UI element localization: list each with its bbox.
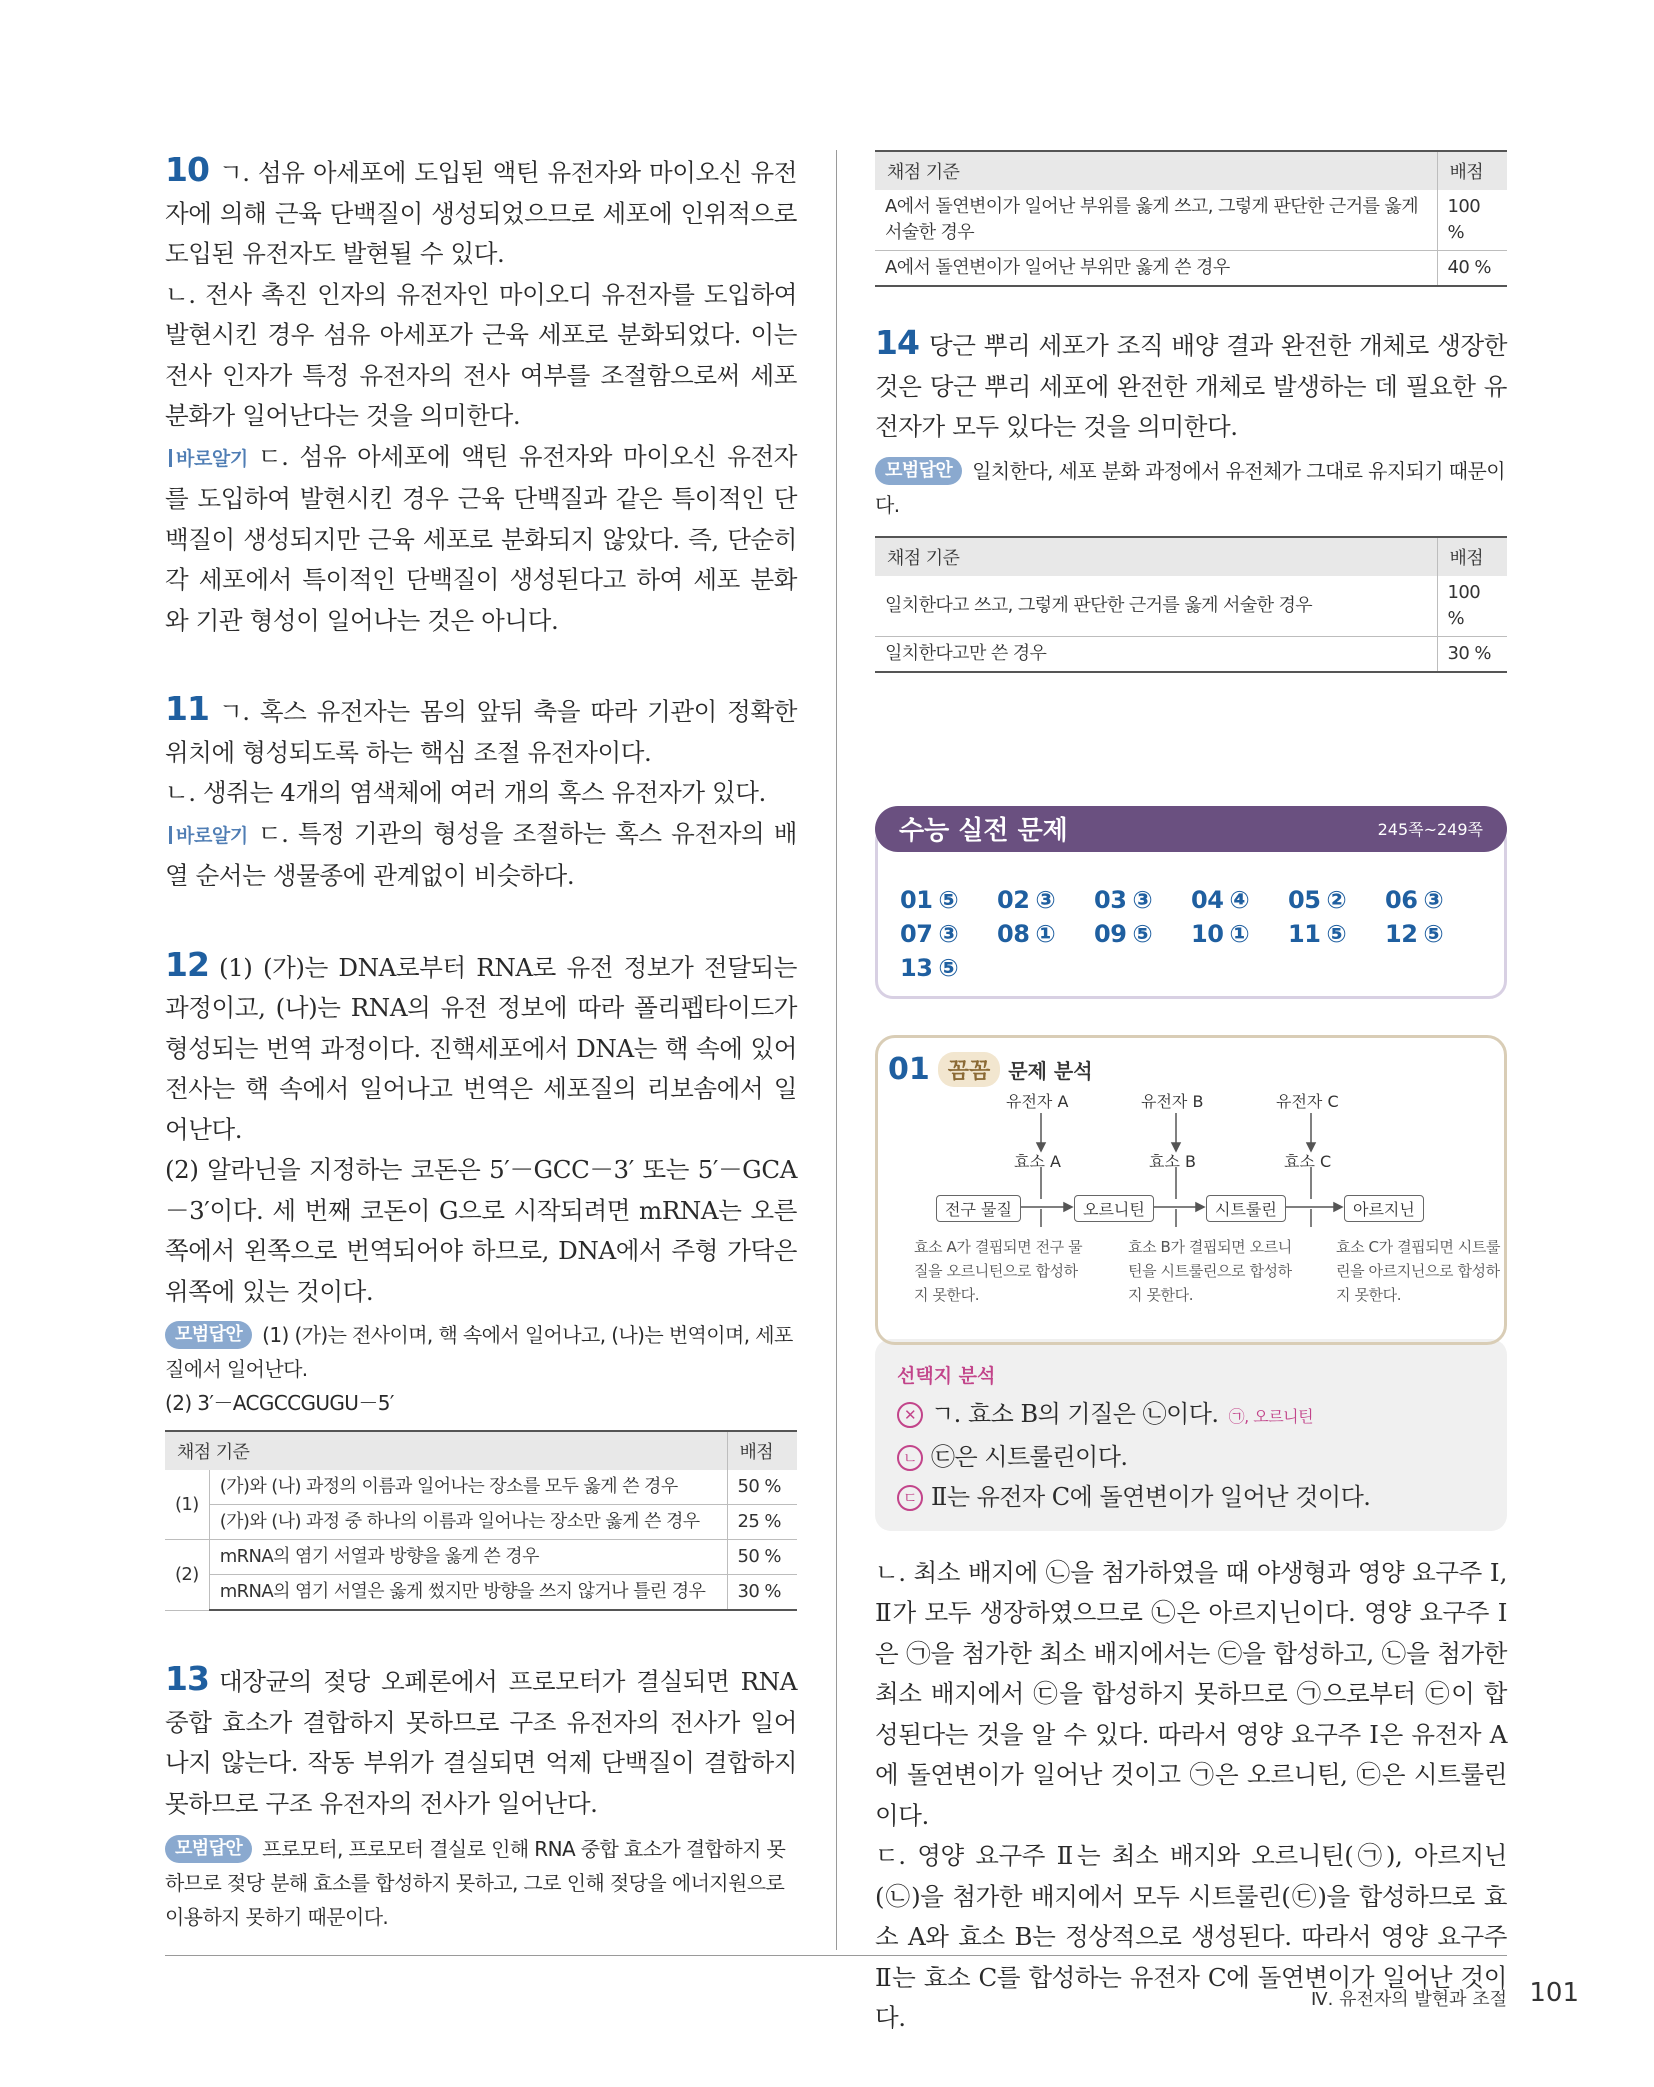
answer-item: 07 ③ (900, 919, 959, 948)
barogi-tag: 바로알기 (176, 447, 248, 470)
column-divider (836, 150, 837, 1950)
answer-item: 08 ① (997, 919, 1056, 948)
arginine-box: 아르지닌 (1344, 1195, 1424, 1222)
arginine-pathway-diagram (896, 1087, 1501, 1317)
question-number: 10 (165, 150, 209, 189)
answer-10-p1: 10 ㄱ. 섬유 아세포에 도입된 액틴 유전자와 마이오신 유전자에 의해 근육 단백질이 생성되었으므로 세포에 인위적으로 도입된 유전자도 발현될 수 있다. (165, 150, 797, 268)
answer-item: 03 ③ (1094, 885, 1153, 914)
gene-b-label: 유전자 B (1141, 1091, 1204, 1111)
explanation-2: ㄷ. 영양 요구주 Ⅱ는 최소 배지와 오르니틴(㉠), 아르지닌(㉡)을 첨가한 배지에서 모두 시트룰린(㉢)을 합성하므로 효소 A와 효소 B는 정상적으로 생성된다. 따라서 영양 요구주 Ⅱ는 효소 C를 합성하는 유전자 C에 돌연변이가 일어난 것이다. (875, 1841, 1507, 2032)
question-number: 11 (165, 689, 209, 728)
model-answer-badge: 모범답안 (165, 1835, 252, 1863)
answer-item: 09 ⑤ (1094, 919, 1153, 948)
choice-analysis-title: 선택지 분석 (897, 1364, 996, 1387)
note-enzyme-a: 효소 A가 결핍되면 전구 물질을 오르니틴으로 합성하지 못한다. (914, 1237, 1083, 1304)
answer-item: 04 ④ (1191, 885, 1250, 914)
suneung-header: 수능 실전 문제 245쪽~249쪽 (875, 806, 1507, 852)
question-number: 12 (165, 944, 209, 984)
question-number: 13 (165, 1659, 209, 1698)
ornithine-box: 오르니틴 (1074, 1195, 1154, 1222)
choice-2: ㄴ ㉢은 시트룰린이다. (897, 1437, 1485, 1477)
enzyme-b-label: 효소 B (1149, 1151, 1196, 1171)
answer-13: 13 대장균의 젖당 오페론에서 프로모터가 결실되면 RNA 중합 효소가 결합하지 못하므로 구조 유전자의 전사가 일어나지 않는다. 작동 부위가 결실되면 억제 단백질이 결합하지 못하므로 구조 유전자의 전사가 일어난다. 모범답안 프로모터, 프로모터 결실로 인해 RNA 중합 효소가 결합하지 못하므로 젖당 분해 효소를 합성하지 못하고, 그로 인해 젖당을 에너지원으로 이용하지 못하기 때문이다. (165, 1659, 797, 1929)
precursor-box: 전구 물질 (936, 1195, 1021, 1222)
answer-item: 11 ⑤ (1288, 919, 1347, 948)
scoring-table-12: 채점 기준 배점 (1) (가)와 (나) 과정의 이름과 일어나는 장소를 모두 옳게 쓴 경우 50 % (가)와 (나) 과정 중 하나의 이름과 일어나는 장소만 옳게 쓴 경우 25 % (2) mRNA의 염기 서열과 방향을 옳게 쓴 경우 50 % mRNA의 염기 서열은 옳게 썼지만 방향을 쓰지 않거나 틀린 경우 30 % (165, 1430, 797, 1611)
enzyme-a-label: 효소 A (1014, 1151, 1061, 1171)
left-column (165, 150, 797, 1982)
incorrect-mark-icon: ✕ (897, 1402, 923, 1428)
model-answer-badge: 모범답안 (165, 1321, 252, 1349)
answer-item: 05 ② (1288, 885, 1347, 914)
answer-item: 13 ⑤ (900, 953, 959, 982)
gene-c-label: 유전자 C (1276, 1091, 1339, 1111)
note-enzyme-b: 효소 B가 결핍되면 오르니틴을 시트룰린으로 합성하지 못한다. (1128, 1237, 1292, 1304)
scoring-table-14: 채점 기준 배점 일치한다고 쓰고, 그렇게 판단한 근거를 옳게 서술한 경우 100 % 일치한다고만 쓴 경우 30 % (875, 536, 1507, 673)
answer-item: 06 ③ (1385, 885, 1444, 914)
choice-hint: ㉠, 오르니틴 (1228, 1406, 1314, 1426)
citrulline-box: 시트룰린 (1206, 1195, 1286, 1222)
gene-a-label: 유전자 A (1006, 1091, 1069, 1111)
answer-item: 02 ③ (997, 885, 1056, 914)
suneung-answer-box (875, 816, 1507, 999)
answer-11: 11 ㄱ. 혹스 유전자는 몸의 앞뒤 축을 따라 기관이 정확한 위치에 형성되도록 하는 핵심 조절 유전자이다. ㄴ. 생쥐는 4개의 염색체에 여러 개의 혹스 유전자가 있다. 바로알기 ㄷ. 특정 기관의 형성을 조절하는 혹스 유전자의 배열 순서는 생물종에 관계없이 비슷하다. (165, 689, 797, 890)
answer-item: 12 ⑤ (1385, 919, 1444, 948)
correct-mark-icon: ㄷ (897, 1485, 923, 1511)
right-column (875, 150, 1507, 2039)
choice-1: ✕ ㄱ. 효소 B의 기질은 ㉡이다. ㉠, 오르니틴 (897, 1394, 1485, 1437)
answer-item: 01 ⑤ (900, 885, 959, 914)
answer-10 (165, 150, 797, 641)
question-number: 14 (875, 323, 919, 362)
answer-12: 12 (1) (가)는 DNA로부터 RNA로 유전 정보가 전달되는 과정이고, (나)는 RNA의 유전 정보에 따라 폴리펩타이드가 형성되는 번역 과정이다. 진핵세포에서 DNA는 핵 속에 있어 전사는 핵 속에서 일어나고 번역은 세포질의 리보솜에서 일어난다. (2) 알라닌을 지정하는 코돈은 5′－GCC－3′ 또는 5′－GCA－3′이다. 세 번째 코돈이 G으로 시작되려면 mRNA는 오른쪽에서 왼쪽으로 번역되어야 하므로, DNA에서 주형 가닥은 위쪽에 있는 것이다. 모범답안 (1) (가)는 전사이며, 핵 속에서 일어나고, (나)는 번역이며, 세포질에서 일어난다. (2) 3′－ACGCCGUGU－5′ 채점 기준 배점 (1) (가)와 (나) 과정의 이름과 일어나는 장소를 모두 옳게 쓴 경우 50 % (가)와 (나) 과정 중 하나의 이름과 일어나는 장소만 옳게 쓴 경우 25 % (2) mRNA의 염기 서열과 방향을 옳게 쓴 경우 50 % mRNA의 염기 서열은 옳게 썼지만 방향을 쓰지 않거나 틀린 경우 30 % (165, 945, 797, 1612)
note-enzyme-c: 효소 C가 결핍되면 시트룰린을 아르지닌으로 합성하지 못한다. (1336, 1237, 1501, 1304)
answer-14: 14 당근 뿌리 세포가 조직 배양 결과 완전한 개체로 생장한 것은 당근 뿌리 세포에 완전한 개체로 발생하는 데 필요한 유전자가 모두 있다는 것을 의미한다. 모범답안 일치한다, 세포 분화 과정에서 유전체가 그대로 유지되기 때문이다. 채점 기준 배점 일치한다고 쓰고, 그렇게 판단한 근거를 옳게 서술한 경우 100 % 일치한다고만 쓴 경우 30 % (875, 323, 1507, 673)
page-number: 101 (1529, 1978, 1579, 2008)
answer-10-p3: 바로알기 ㄷ. 섬유 아세포에 액틴 유전자와 마이오신 유전자를 도입하여 발현시킨 경우 근육 단백질과 같은 특이적인 단백질이 생성되지만 근육 세포로 분화되지 않았다. 즉, 단순히 각 세포에서 특이적인 단백질이 생성된다고 하여 세포 분화와 기관 형성이 일어나는 것은 아니다. (165, 437, 797, 642)
choice-analysis-box (875, 1339, 1507, 1531)
model-answer-badge: 모범답안 (875, 457, 962, 485)
barogi-tag: 바로알기 (176, 824, 248, 847)
problem-analysis-box (875, 1035, 1507, 1345)
enzyme-c-label: 효소 C (1284, 1151, 1332, 1171)
choice-3: ㄷ Ⅱ는 유전자 C에 돌연변이가 일어난 것이다. (897, 1477, 1485, 1517)
scoring-table-13: 채점 기준 배점 A에서 돌연변이가 일어난 부위를 옳게 쓰고, 그렇게 판단한 근거를 옳게 서술한 경우 100 % A에서 돌연변이가 일어난 부위만 옳게 쓴 경우 40 % (875, 150, 1507, 287)
answer-item: 10 ① (1191, 919, 1250, 948)
correct-mark-icon: ㄴ (897, 1445, 923, 1471)
kkomkkom-badge: 꼼꼼 (938, 1052, 1001, 1087)
footer-rule (165, 1955, 1507, 1956)
analysis-number: 01 (888, 1051, 930, 1087)
chapter-title: Ⅳ. 유전자의 발현과 조절 (1311, 1989, 1507, 2010)
answer-10-p2: ㄴ. 전사 촉진 인자의 유전자인 마이오디 유전자를 도입하여 발현시킨 경우 섬유 아세포가 근육 세포로 분화되었다. 이는 전사 인자가 특정 유전자의 전사 여부를 조절함으로써 세포 분화가 일어난다는 것을 의미한다. (165, 279, 797, 430)
explanation-1: ㄴ. 최소 배지에 ㉡을 첨가하였을 때 야생형과 영양 요구주 Ⅰ, Ⅱ가 모두 생장하였으므로 ㉡은 아르지닌이다. 영양 요구주 Ⅰ은 ㉠을 첨가한 최소 배지에서는 ㉢을 합성하고, ㉡을 첨가한 최소 배지에서 ㉢을 합성하지 못하므로 ㉠으로부터 ㉢이 합성된다는 것을 알 수 있다. 따라서 영양 요구주 Ⅰ은 유전자 A에 돌연변이가 일어난 것이고 ㉠은 오르니틴, ㉢은 시트룰린이다. (875, 1557, 1507, 1830)
answer-grid (900, 886, 1482, 982)
analysis-title: 문제 분석 (1008, 1058, 1093, 1083)
